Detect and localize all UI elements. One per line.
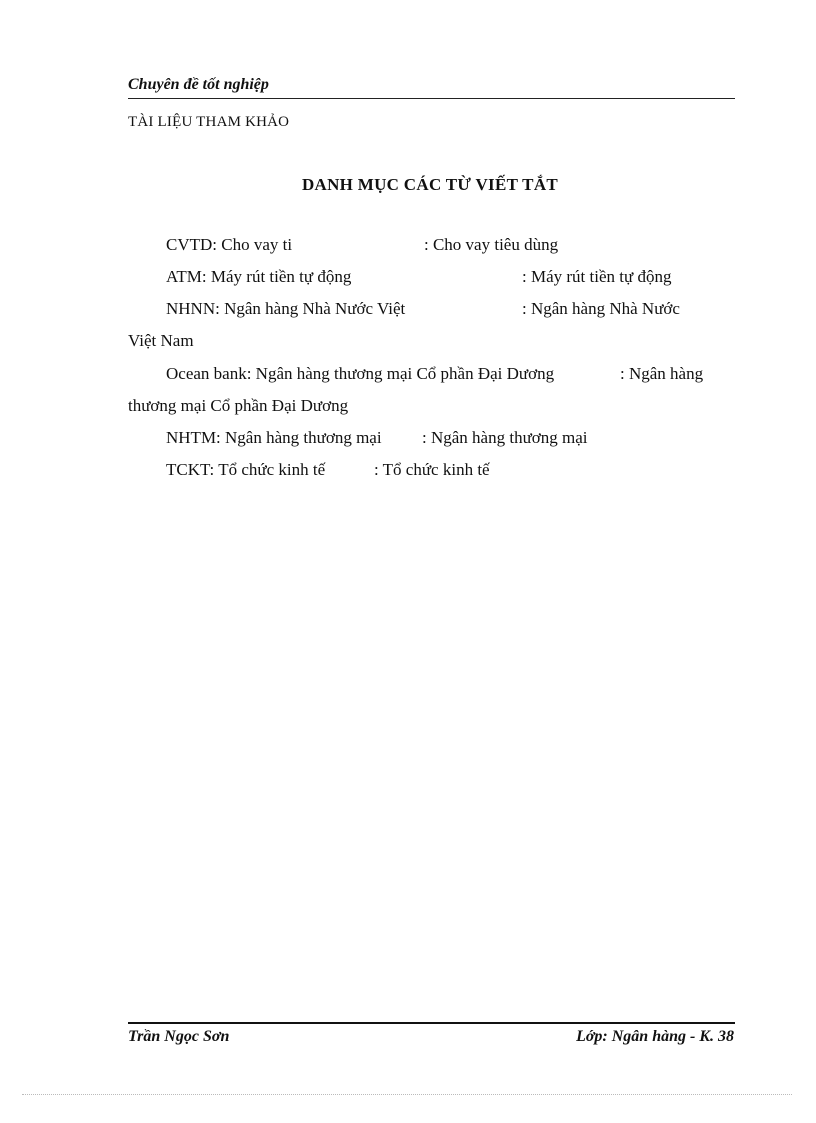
page-header — [128, 76, 735, 99]
abbr-meaning-oceanbank: : Ngân hàng — [620, 364, 704, 383]
abbr-meaning-nhnn: : Ngân hàng Nhà Nước — [522, 299, 680, 318]
abbr-meaning-atm: : Máy rút tiền tự động — [522, 267, 672, 286]
footer-divider — [128, 1022, 735, 1024]
page-bottom-edge — [22, 1094, 792, 1095]
abbr-meaning-nhtm: : Ngân hàng thương mại — [422, 428, 588, 447]
abbr-continuation-oceanbank: thương mại Cổ phần Đại Dương — [128, 396, 349, 415]
abbr-meaning-tckt: : Tổ chức kinh tế — [374, 460, 490, 479]
abbr-continuation-nhnn: Việt Nam — [128, 331, 194, 350]
header-title: Chuyên đề tốt nghiệp — [128, 76, 269, 93]
abbr-term-tckt: TCKT: Tổ chức kinh tế — [166, 460, 326, 479]
abbr-term-nhtm: NHTM: Ngân hàng thương mại — [166, 428, 382, 447]
abbr-term-nhnn: NHNN: Ngân hàng Nhà Nước Việt — [166, 299, 406, 318]
abbr-meaning-cvtd: : Cho vay tiêu dùng — [424, 235, 559, 254]
abbr-term-oceanbank: Ocean bank: Ngân hàng thương mại Cổ phần Đại Dương — [166, 364, 555, 383]
page-title: DANH MỤC CÁC TỪ VIẾT TẮT — [301, 175, 559, 194]
abbr-term-cvtd: CVTD: Cho vay ti — [166, 235, 293, 254]
section-label: TÀI LIỆU THAM KHẢO — [128, 114, 290, 130]
footer-class-label: Lớp: Ngân hàng - K. 38 — [576, 1028, 734, 1045]
abbr-term-atm: ATM: Máy rút tiền tự động — [166, 267, 352, 286]
footer-author: Trần Ngọc Sơn — [128, 1028, 230, 1045]
